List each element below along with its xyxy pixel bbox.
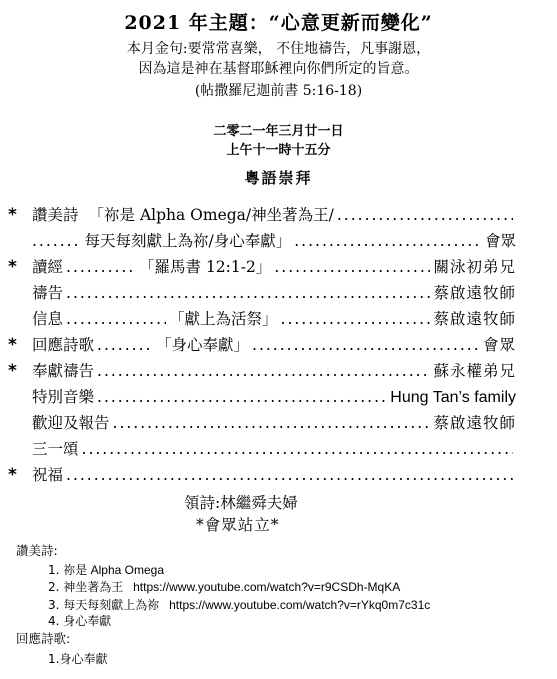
program-label: 信息 <box>32 310 64 328</box>
program-person: 關泳初弟兄 <box>433 258 516 276</box>
program-label: 三一頌 <box>32 440 79 458</box>
verse-line-2: 因為這是神在基督耶穌裡向你們所定的旨意。 <box>138 61 419 77</box>
hymn-title: 祢是 Alpha Omega <box>63 563 164 577</box>
program-person: 蘇永權弟兄 <box>433 362 516 380</box>
standing-note: *會眾站立* <box>196 516 280 534</box>
service-name: 粵語崇拜 <box>244 169 313 187</box>
program-row-offering-prayer <box>8 358 516 384</box>
leader-dots <box>97 332 153 358</box>
response-number: 1. <box>48 652 60 666</box>
program-label: 奉獻禱告 <box>32 362 95 380</box>
leader-dots <box>97 384 387 410</box>
program-content: 每天每刻獻上為祢/身心奉獻」 <box>84 232 292 250</box>
hymn-number: 1. <box>48 563 60 577</box>
song-leader: 領詩:林繼舜夫婦 <box>184 494 298 512</box>
leader-dots <box>294 228 482 254</box>
leader-dots <box>113 410 431 436</box>
program-person: 蔡啟遠牧師 <box>433 310 516 328</box>
program-person: Hung Tan’s family <box>390 389 516 406</box>
program-row-hymns-continued <box>32 228 516 254</box>
leader-dots <box>66 306 166 332</box>
hymn-link[interactable]: https://www.youtube.com/watch?v=r9CSDh-MqKA <box>133 580 401 594</box>
hymns-heading: 讚美詩: <box>16 543 58 558</box>
standing-marker: * <box>8 361 17 381</box>
hymn-number: 2. <box>48 580 60 594</box>
verse-reference: (帖撒羅尼迦前書 5:16-18) <box>194 83 363 99</box>
standing-marker: * <box>8 205 17 225</box>
hymn-item-4 <box>48 613 111 629</box>
program-person: 會眾 <box>484 232 516 250</box>
service-date: 二零二一年三月廿一日 <box>213 124 344 139</box>
program-row-special-music <box>8 384 516 410</box>
program-content: 「獻上為活祭」 <box>169 310 278 328</box>
program-row-response-song <box>8 332 516 358</box>
program-label: 特別音樂 <box>32 388 95 406</box>
leader-dots <box>82 436 513 462</box>
response-item-1 <box>48 651 107 667</box>
program-row-prayer <box>8 280 516 306</box>
leader-dots <box>66 280 430 306</box>
program-label: 讚美詩 <box>32 206 79 224</box>
program-person: 蔡啟遠牧師 <box>433 284 516 302</box>
program-label: 祝福 <box>32 466 64 484</box>
hymn-item-2 <box>48 579 400 595</box>
leader-dots: ....... <box>32 232 81 250</box>
leader-dots <box>97 358 430 384</box>
program-content: 「祢是 Alpha Omega/神坐著為王/ <box>88 206 334 224</box>
leader-dots <box>274 254 430 280</box>
hymn-item-1 <box>48 562 164 578</box>
hymn-number: 4. <box>48 614 60 628</box>
hymn-title: 神坐著為王 <box>63 580 124 594</box>
hymn-title: 每天每刻獻上為祢 <box>63 598 160 612</box>
program-label: 禱告 <box>32 284 64 302</box>
leader-dots <box>281 306 431 332</box>
response-heading: 回應詩歌: <box>16 631 71 646</box>
hymn-link[interactable]: https://www.youtube.com/watch?v=rYkq0m7c31c <box>169 598 431 612</box>
standing-marker: * <box>8 257 17 277</box>
program-content: 「身心奉獻」 <box>156 336 250 354</box>
standing-marker: * <box>8 465 17 485</box>
leader-dots <box>337 202 513 228</box>
program-row-hymns <box>8 202 516 228</box>
program-person: 蔡啟遠牧師 <box>433 414 516 432</box>
hymn-item-3 <box>48 597 430 613</box>
program-label: 回應詩歌 <box>32 336 95 354</box>
service-time: 上午十一時十五分 <box>226 143 331 158</box>
leader-dots <box>66 254 136 280</box>
program-row-doxology <box>8 436 516 462</box>
program-label: 歡迎及報告 <box>32 414 110 432</box>
program-row-announcements <box>8 410 516 436</box>
verse-line-1: 本月金句:要常常喜樂， 不住地禱告，凡事謝恩， <box>126 41 431 57</box>
response-title: 身心奉獻 <box>59 652 108 666</box>
standing-marker: * <box>8 335 17 355</box>
program-label: 讀經 <box>32 258 64 276</box>
program-row-benediction <box>8 462 516 488</box>
leader-dots <box>252 332 480 358</box>
program-content: 「羅馬書 12:1-2」 <box>139 258 272 276</box>
program-person: 會眾 <box>482 336 516 354</box>
hymn-title: 身心奉獻 <box>63 614 112 628</box>
page-title: 2021 年主題：“心意更新而變化” <box>124 12 433 34</box>
leader-dots <box>66 462 513 488</box>
program-row-message <box>8 306 516 332</box>
hymn-number: 3. <box>48 598 60 612</box>
program-row-reading <box>8 254 516 280</box>
